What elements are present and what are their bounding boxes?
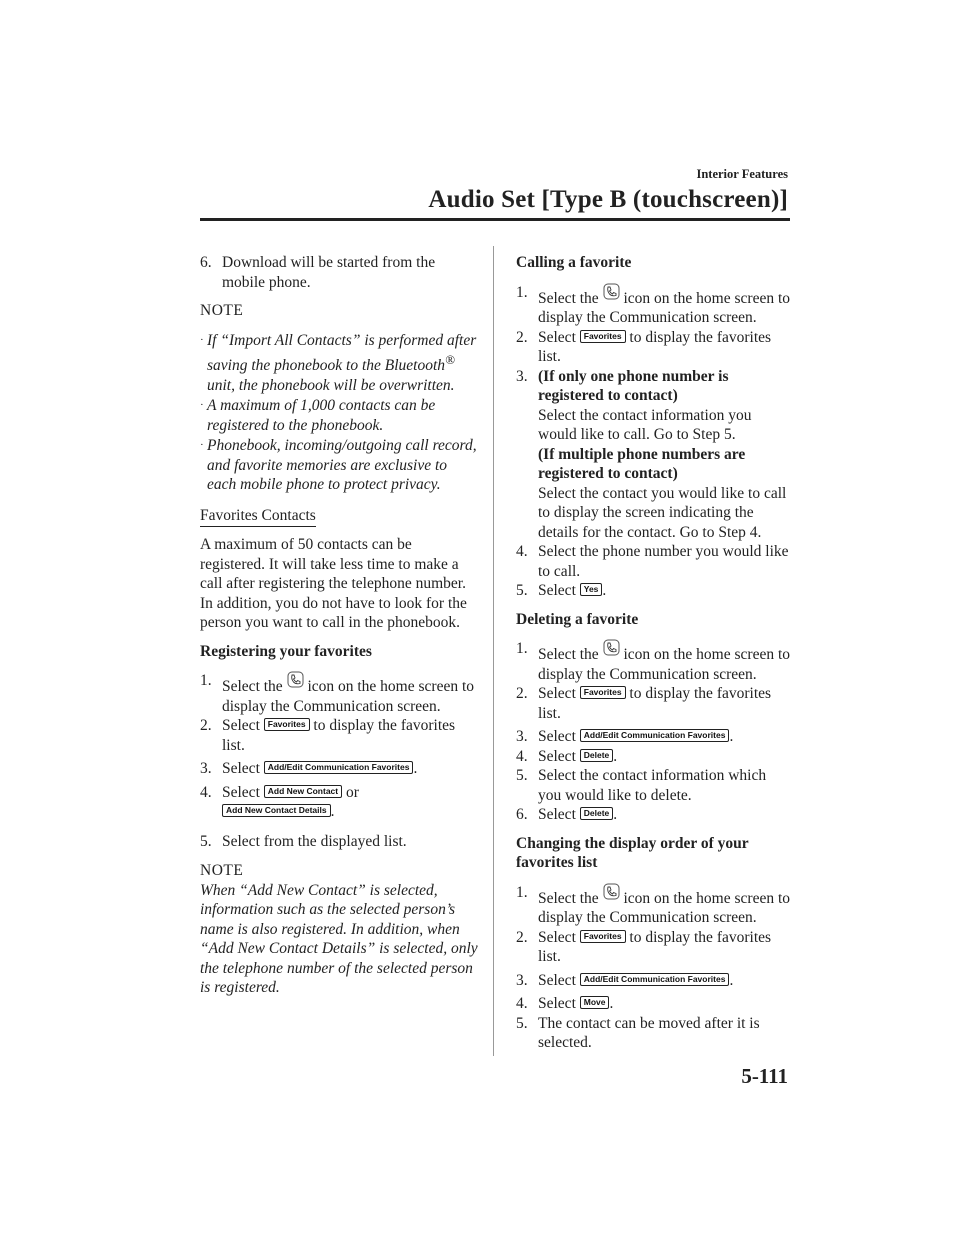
calling-heading: Calling a favorite (516, 254, 632, 271)
text-part: to display the favorites list. (222, 717, 456, 754)
note-bullets (200, 331, 478, 495)
step-number: 4. (200, 783, 212, 801)
step-text (222, 783, 478, 822)
text-part: Select (538, 806, 580, 823)
left-column (200, 253, 478, 998)
delete-button[interactable]: Delete (580, 749, 614, 762)
step-number: 3. (516, 971, 528, 989)
order-step (516, 971, 792, 991)
step-text (538, 747, 792, 767)
text-part: Select (538, 582, 580, 599)
step-text (538, 367, 792, 543)
registering-heading: Registering your favorites (200, 642, 372, 660)
header-rule (200, 218, 790, 221)
deleting-heading: Deleting a favorite (516, 610, 639, 628)
step-text (538, 684, 792, 723)
step-text (538, 328, 792, 367)
favorites-button[interactable]: Favorites (580, 330, 626, 343)
favorites-button[interactable]: Favorites (264, 718, 310, 731)
step-text (538, 971, 792, 991)
delete-step (516, 639, 792, 684)
text-part: to display the favorites list. (538, 928, 772, 965)
step-number: 4. (516, 747, 528, 765)
order-step (516, 1014, 792, 1053)
step-number: 2. (200, 717, 212, 735)
step-number: 2. (516, 685, 528, 702)
text-part: icon on the home screen to display the Communication screen. (538, 289, 791, 326)
right-column (516, 253, 792, 1053)
step-number: 1. (516, 883, 528, 901)
order-step (516, 883, 792, 928)
note-bullet (200, 436, 478, 495)
bullet-icon: · (200, 439, 204, 452)
condition-label: (If only one phone number is registered to contact) (538, 367, 729, 404)
reg-step (200, 832, 478, 852)
text-part: Select (222, 760, 264, 778)
text-part: icon on the home screen to display the Communication screen. (538, 889, 791, 926)
call-step (516, 367, 792, 543)
reg-step (200, 783, 478, 822)
period: . (729, 971, 734, 989)
step-number: 1. (516, 283, 528, 301)
note-heading: NOTE (200, 862, 244, 880)
page-title: Audio Set [Type B (touchscreen)] (428, 186, 788, 213)
order-step (516, 928, 792, 967)
note-bullet (200, 396, 478, 435)
note-heading: NOTE (200, 302, 244, 319)
step-text (222, 759, 478, 779)
reg-step (200, 759, 478, 779)
step-number: 2. (516, 328, 528, 346)
favorites-contacts-heading: Favorites Contacts (200, 506, 316, 528)
call-step (516, 581, 792, 601)
step-text (538, 639, 792, 684)
text-part: Select (538, 971, 580, 989)
text-part: icon on the home screen to display the Communication screen. (538, 646, 791, 683)
phone-icon (603, 883, 620, 901)
step-text (538, 283, 792, 328)
step-text: Select from the displayed list. (222, 832, 407, 850)
text-part: Select the (538, 289, 603, 307)
step-number: 5. (516, 767, 528, 784)
add-new-contact-details-button[interactable]: Add New Contact Details (222, 804, 331, 817)
step-number: 5. (516, 1014, 528, 1032)
delete-step (516, 805, 792, 825)
download-step (200, 253, 478, 292)
text-part: Select (538, 928, 580, 946)
text-part: Select (222, 783, 264, 801)
text-part: Select (538, 685, 580, 702)
step-number: 3. (516, 367, 528, 385)
note-bullet-text (207, 331, 478, 396)
step-text (538, 581, 792, 601)
delete-step (516, 766, 792, 805)
step-text (538, 805, 792, 825)
note-bullet (200, 331, 478, 396)
move-button[interactable]: Move (580, 996, 610, 1009)
text-part: to display the favorites list. (538, 328, 772, 365)
bullet-icon: · (200, 399, 204, 412)
page-number: 5-111 (741, 1064, 788, 1088)
text-part: Select (538, 747, 580, 765)
note-text-part: unit, the phonebook will be overwritten. (207, 376, 455, 394)
period: . (602, 582, 607, 599)
reg-step (200, 671, 478, 716)
call-step (516, 283, 792, 328)
bullet-icon: · (200, 333, 204, 346)
note-text-part: If “Import All Contacts” is performed after saving the phonebook to the Bluetooth (207, 331, 477, 375)
delete-step (516, 684, 792, 723)
step-number: 6. (516, 806, 528, 823)
call-step (516, 328, 792, 367)
text-part: Select (222, 717, 264, 735)
step-text (538, 928, 792, 967)
condition-label: (If multiple phone numbers are registered to contact) (538, 445, 746, 482)
delete-step (516, 747, 792, 767)
add-edit-favorites-button[interactable]: Add/Edit Communication Favorites (264, 761, 414, 774)
step-text: Select the contact information which you would like to delete. (538, 767, 767, 804)
text-part: Select (538, 728, 580, 745)
period: . (413, 760, 418, 778)
text-part: Select (538, 328, 580, 346)
yes-button[interactable]: Yes (580, 583, 603, 596)
note-bullet-text: Phonebook, incoming/outgoing call record, and favorite memories are exclusive to each mobile phone to protect privacy. (207, 437, 477, 494)
reg-step (200, 716, 478, 755)
text-part: or (342, 783, 359, 801)
note-bullet-text: A maximum of 1,000 contacts can be registered to the phonebook. (207, 397, 436, 434)
favorites-button[interactable]: Favorites (580, 930, 626, 943)
text-part: to display the favorites list. (538, 685, 772, 722)
text-part: Select the contact information you would like to call. Go to Step 5. (538, 406, 752, 443)
order-step (516, 994, 792, 1014)
phone-icon (603, 639, 620, 657)
delete-button[interactable]: Delete (580, 807, 614, 820)
note-text: When “Add New Contact” is selected, information such as the selected person’s name is also registered. In addition, when “Add New Contact Details” is selected, only the telephone number of the selected person is registered. (200, 881, 478, 997)
period: . (729, 728, 734, 745)
favorites-button[interactable]: Favorites (580, 686, 626, 699)
step-number: 2. (516, 928, 528, 946)
step-number: 3. (516, 728, 528, 745)
column-divider (493, 246, 494, 1056)
delete-step (516, 727, 792, 747)
period: . (613, 747, 618, 765)
step-text: The contact can be moved after it is selected. (538, 1014, 760, 1051)
registered-mark: ® (445, 352, 455, 367)
text-part: Select the (538, 646, 603, 663)
period: . (609, 995, 614, 1012)
display-order-heading: Changing the display order of your favorites list (516, 834, 749, 871)
add-edit-favorites-button[interactable]: Add/Edit Communication Favorites (580, 729, 730, 742)
favorites-paragraph: A maximum of 50 contacts can be registered. It will take less time to make a call after registering the telephone number. In addition, you do not have to look for the person you want to call in the phonebook. (200, 536, 467, 632)
text-part: Select (538, 995, 580, 1012)
step-text: Download will be started from the mobile phone. (222, 254, 436, 291)
step-number: 1. (200, 672, 212, 690)
text-part: Select the contact you would like to call to display the screen indicating the details for the contact. Go to Step 4. (538, 484, 787, 541)
step-number: 5. (516, 582, 528, 599)
step-number: 5. (200, 832, 212, 850)
add-edit-favorites-button[interactable]: Add/Edit Communication Favorites (580, 973, 730, 986)
step-number: 1. (516, 640, 528, 657)
step-number: 6. (200, 254, 212, 271)
step-text (222, 716, 478, 755)
phone-icon (603, 283, 620, 301)
add-new-contact-button[interactable]: Add New Contact (264, 785, 342, 798)
step-text (222, 671, 478, 716)
period: . (613, 806, 618, 823)
step-text (538, 727, 792, 747)
period: . (330, 803, 335, 821)
step-text (538, 994, 792, 1014)
step-number: 3. (200, 760, 212, 778)
call-step (516, 542, 792, 581)
text-part: Select the (222, 678, 287, 696)
text-part: icon on the home screen to display the Communication screen. (222, 678, 475, 715)
step-text (538, 883, 792, 928)
phone-icon (287, 671, 304, 689)
step-number: 4. (516, 543, 528, 560)
step-text: Select the phone number you would like to call. (538, 543, 789, 580)
text-part: Select the (538, 889, 603, 907)
step-number: 4. (516, 995, 528, 1012)
section-name: Interior Features (696, 167, 788, 181)
